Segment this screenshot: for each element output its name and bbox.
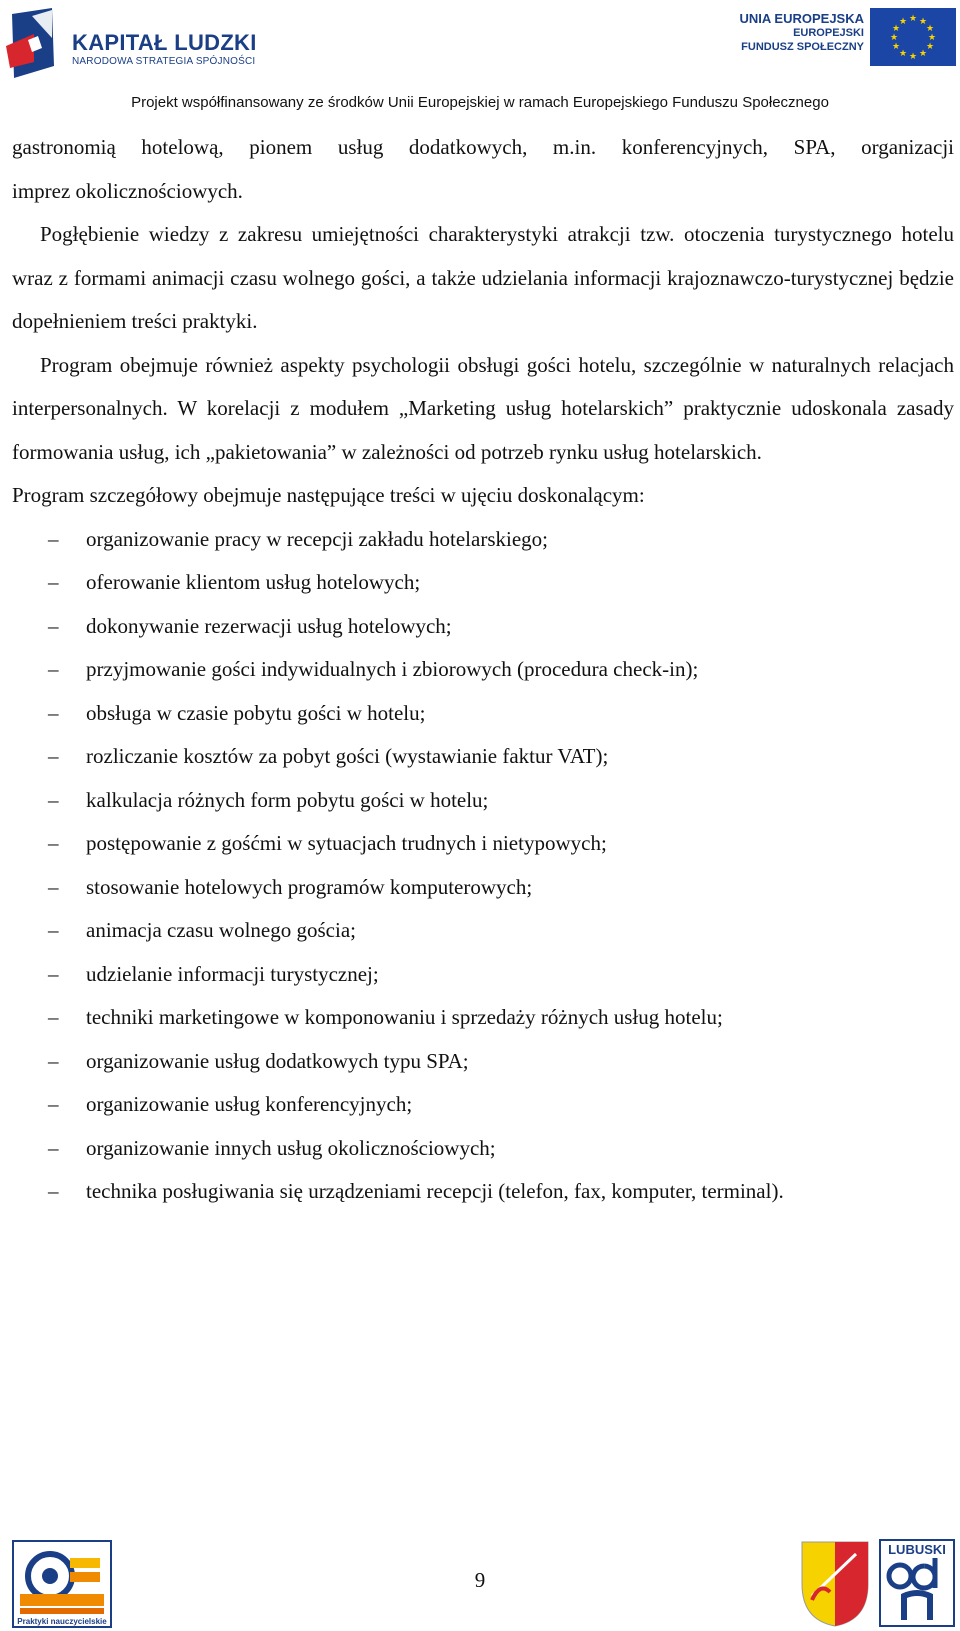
list-item-text: technika posługiwania się urządzeniami recepcji (telefon, fax, komputer, terminal). [86, 1179, 784, 1203]
list-item-text: techniki marketingowe w komponowaniu i sprzedaży różnych usług hotelu; [86, 1005, 723, 1029]
svg-text:★: ★ [918, 49, 928, 59]
dash-bullet: – [48, 613, 59, 638]
paragraph-continuation-end: imprez okolicznościowych. [12, 178, 243, 203]
eu-flag-icon [870, 8, 956, 66]
list-item-text: organizowanie usług konferencyjnych; [86, 1092, 413, 1116]
page-number: 9 [474, 1568, 486, 1592]
list-item [12, 648, 954, 692]
svg-text:★: ★ [898, 17, 908, 27]
dash-bullet: – [48, 1005, 59, 1029]
svg-text:★: ★ [918, 17, 928, 27]
dash-bullet: – [48, 570, 59, 594]
svg-text:★: ★ [927, 33, 937, 43]
list-item [12, 1127, 954, 1171]
list-item [12, 561, 954, 605]
svg-text:★: ★ [908, 52, 918, 62]
eu-fund-text [740, 12, 864, 54]
kapital-ludzki-logo [4, 6, 64, 86]
list-item-text: dokonywanie rezerwacji usług hotelowych; [86, 613, 452, 638]
list-item [12, 953, 954, 997]
list-item-text: przyjmowanie gości indywidualnych i zbiorowych (procedura check-in); [86, 657, 699, 681]
list-item-text: animacja czasu wolnego gościa; [86, 918, 356, 942]
dash-bullet: – [48, 744, 59, 768]
paragraph-continuation-line: gastronomią hotelową, pionem usług dodatkowych, m.in. konferencyjnych, SPA, organizacji [12, 135, 954, 159]
dash-bullet: – [48, 657, 59, 681]
list-item-text: oferowanie klientom usług hotelowych; [86, 570, 421, 594]
svg-text:★: ★ [925, 24, 935, 34]
dash-bullet: – [48, 874, 59, 899]
list-item-text: organizowanie pracy w recepcji zakładu hotelarskiego; [86, 526, 548, 551]
list-item [12, 1170, 954, 1214]
list-item [12, 779, 954, 823]
list-item [12, 1083, 954, 1127]
eu-line-2: EUROPEJSKI [793, 27, 864, 39]
list-item [12, 996, 954, 1040]
list-item [12, 605, 954, 649]
list-item [12, 909, 954, 953]
list-item [12, 518, 954, 562]
list-intro: Program szczegółowy obejmuje następujące treści w ujęciu doskonalącym: [12, 483, 645, 507]
lubuski-label: LUBUSKI [888, 1542, 946, 1557]
kapital-ludzki-subtitle: NARODOWA STRATEGIA SPÓJNOŚCI [72, 56, 256, 67]
list-item-text: stosowanie hotelowych programów komputerowych; [86, 874, 533, 899]
praktyki-caption: Praktyki nauczycielskie [17, 1617, 107, 1626]
paragraph-psychology: Program obejmuje również aspekty psychologii obsługi gości hotelu, szczególnie w naturalnych relacjach interpersonalnych. W korelacji z modułem „Marketing usług hotelarskich” praktycznie udoskonala zasady formowania usług, ich „pakietowania” w zależności od potrzeb rynku usług hotelarskich. [12, 352, 954, 464]
list-item-text: kalkulacja różnych form pobytu gości w hotelu; [86, 787, 489, 812]
list-item-text: udzielanie informacji turystycznej; [86, 961, 379, 986]
dash-bullet: – [48, 1048, 59, 1073]
svg-text:★: ★ [891, 42, 901, 52]
eu-line-3: FUNDUSZ SPOŁECZNY [741, 41, 864, 53]
svg-text:★: ★ [889, 33, 899, 43]
document-body [12, 126, 954, 1214]
eu-line-1: UNIA EUROPEJSKA [739, 11, 864, 26]
project-funding-line: Projekt współfinansowany ze środków Unii Europejskiej w ramach Europejskiego Funduszu Społecznego [131, 94, 829, 111]
list-item-text: obsługa w czasie pobytu gości w hotelu; [86, 700, 426, 725]
dash-bullet: – [48, 918, 59, 942]
svg-text:★: ★ [908, 14, 918, 24]
list-item [12, 692, 954, 736]
page-header [0, 0, 960, 112]
dash-bullet: – [48, 961, 59, 986]
dash-bullet: – [48, 1135, 59, 1160]
kapital-ludzki-title: KAPITAŁ LUDZKI [72, 30, 257, 55]
list-item [12, 866, 954, 910]
dash-bullet: – [48, 526, 59, 551]
list-item [12, 735, 954, 779]
dash-bullet: – [48, 787, 59, 812]
list-item [12, 822, 954, 866]
list-item-text: organizowanie innych usług okolicznościowych; [86, 1135, 496, 1160]
svg-text:★: ★ [898, 49, 908, 59]
dash-bullet: – [48, 1179, 59, 1203]
list-item-text: organizowanie usług dodatkowych typu SPA; [86, 1048, 469, 1073]
svg-text:★: ★ [925, 42, 935, 52]
dash-bullet: – [48, 700, 59, 725]
svg-text:★: ★ [891, 24, 901, 34]
list-item [12, 1040, 954, 1084]
program-list [12, 518, 954, 1214]
lubuskie-logos [798, 1536, 956, 1628]
dash-bullet: – [48, 1092, 59, 1116]
list-item-text: rozliczanie kosztów za pobyt gości (wystawianie faktur VAT); [86, 744, 609, 768]
dash-bullet: – [48, 831, 59, 855]
paragraph-attractions: Pogłębienie wiedzy z zakresu umiejętności charakterystyki atrakcji tzw. otoczenia turystycznego hotelu wraz z formami animacji czasu wolnego gości, a także udzielania informacji krajoznawczo-turystycznej będzie dopełnieniem treści praktyki. [12, 222, 954, 333]
list-item-text: postępowanie z gośćmi w sytuacjach trudnych i nietypowych; [86, 831, 607, 855]
